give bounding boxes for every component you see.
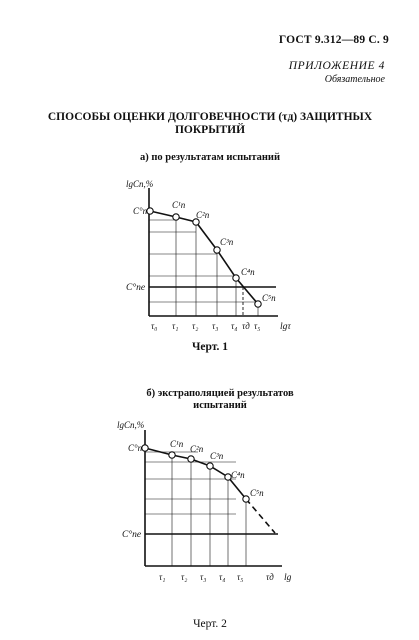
figure1-point-3 — [214, 247, 220, 253]
figure1-tick-4: τ₄ — [231, 321, 238, 331]
figure1-point-0 — [147, 208, 153, 214]
figure2-point-label-1: C¹n — [170, 439, 184, 449]
figure1-threshold-label: C°пе — [126, 283, 146, 293]
figure2-point-label-3: C³n — [210, 451, 224, 461]
figure1-point-label-3: C³n — [220, 237, 234, 247]
figure1-tick-1: τ₁ — [172, 321, 179, 331]
figure2-tick-3: τ₃ — [200, 572, 207, 582]
figure1-point-1 — [173, 214, 179, 220]
title-line-1: СПОСОБЫ ОЦЕНКИ ДОЛГОВЕЧНОСТИ (τд) ЗАЩИТНЫХ — [47, 111, 373, 123]
figure2-tick-2: τ₂ — [181, 572, 188, 582]
figure2-tick-6: τд — [266, 572, 274, 582]
figure2-point-label-2: C²n — [190, 444, 204, 454]
figure2-caption-above — [120, 388, 320, 412]
figure2-point-2 — [188, 456, 194, 462]
figure1-tick-3: τ₃ — [212, 321, 219, 331]
figure1-point-4 — [233, 275, 239, 281]
figure1-tick-6: τ₅ — [254, 321, 261, 331]
figure1-point-5 — [255, 301, 261, 307]
figure2-x-label: lg — [284, 573, 292, 583]
figure2-caption-line-1: б) экстраполяцией результатов — [146, 388, 294, 399]
figure2-point-label-0: C°n — [128, 443, 143, 453]
document-reference: ГОСТ 9.312—89 С. 9 — [278, 34, 389, 46]
figure2-caption-line-2: испытаний — [193, 400, 247, 411]
figure1-tick-2: τ₂ — [192, 321, 199, 331]
figure1-point-label-0: C°n — [133, 206, 148, 216]
figure2-y-label: lgCn,% — [117, 420, 145, 430]
title-line-2: ПОКРЫТИЙ — [174, 124, 246, 136]
figure1-x-label: lgτ — [280, 322, 291, 332]
figure2-tick-4: τ₄ — [219, 572, 226, 582]
figure1-point-label-1: C¹n — [172, 200, 186, 210]
appendix-title: ПРИЛОЖЕНИЕ 4 — [288, 60, 385, 72]
figure1-caption-below: Черт. 1 — [191, 341, 229, 353]
figure2-point-0 — [142, 445, 148, 451]
figure1-tick-5: τд — [242, 321, 250, 331]
figure1-y-label: lgCn,% — [126, 179, 154, 189]
figure2-extrapolation — [246, 499, 275, 533]
figure1-point-label-5: C⁵n — [262, 293, 276, 303]
figure1-points — [147, 208, 261, 307]
figure1-point-label-2: C²n — [196, 210, 210, 220]
figure2-tick-5: τ₅ — [237, 572, 244, 582]
figure2-caption-below: Черт. 2 — [193, 618, 227, 630]
figure2-point-1 — [169, 452, 175, 458]
figure2-point-label-5: C⁵n — [250, 488, 264, 498]
figure2-threshold-label: C°пе — [122, 530, 142, 540]
figure1-graph — [147, 188, 278, 316]
figure2-tick-1: τ₁ — [159, 572, 166, 582]
figure1-tick-0: τ₀ — [151, 321, 158, 331]
figure2-point-label-4: C⁴n — [231, 470, 245, 480]
figure1-caption-above: а) по результатам испытаний — [139, 152, 281, 163]
figure1-point-label-4: C⁴n — [241, 267, 255, 277]
appendix-status: Обязательное — [324, 74, 385, 85]
figure1-curve — [150, 211, 258, 304]
figure2-point-5 — [243, 496, 249, 502]
figure2-point-3 — [207, 463, 213, 469]
